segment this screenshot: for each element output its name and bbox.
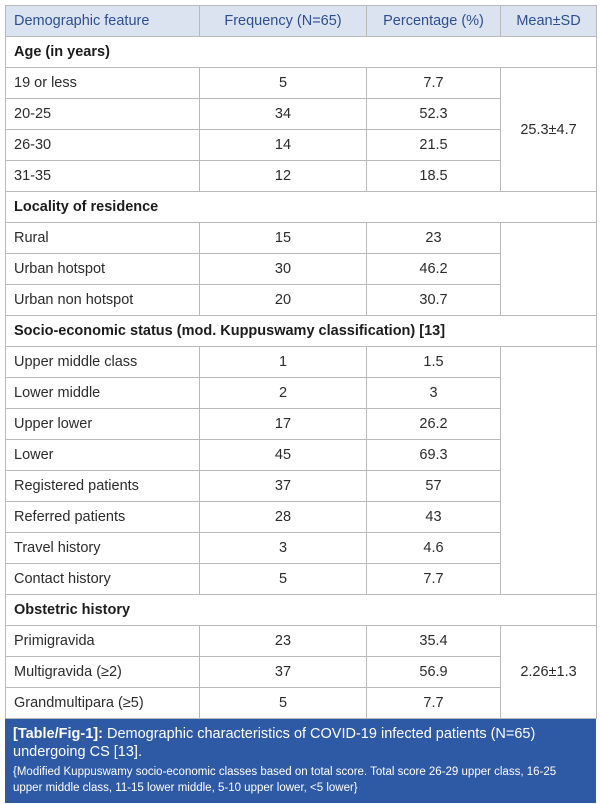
row-label: Travel history [6,533,200,564]
row-frequency: 17 [200,409,367,440]
row-frequency: 5 [200,68,367,99]
header-row [6,6,597,37]
header-frequency: Frequency (N=65) [200,6,367,37]
row-frequency: 30 [200,254,367,285]
caption-text: Demographic characteristics of COVID-19 infected patients (N=65) undergoing CS [13]. [13,726,536,760]
row-label: Multigravida (≥2) [6,657,200,688]
row-percentage: 7.7 [367,688,501,719]
row-percentage: 30.7 [367,285,501,316]
row-frequency: 2 [200,378,367,409]
row-percentage: 7.7 [367,68,501,99]
row-frequency: 23 [200,626,367,657]
row-label: Referred patients [6,502,200,533]
row-frequency: 15 [200,223,367,254]
row-percentage: 43 [367,502,501,533]
row-label: Urban non hotspot [6,285,200,316]
section-title-obstetric: Obstetric history [6,595,597,626]
row-label: Registered patients [6,471,200,502]
row-percentage: 3 [367,378,501,409]
row-percentage: 46.2 [367,254,501,285]
section-row [6,37,597,68]
row-percentage: 4.6 [367,533,501,564]
row-percentage: 26.2 [367,409,501,440]
row-label: Urban hotspot [6,254,200,285]
row-label: Rural [6,223,200,254]
section-title-age: Age (in years) [6,37,597,68]
row-percentage: 52.3 [367,99,501,130]
table-row [6,223,597,254]
demographics-table [5,5,597,719]
header-demographic-feature: Demographic feature [6,6,200,37]
section-title-socio-economic: Socio-economic status (mod. Kuppuswamy classification) [13] [6,316,597,347]
caption-note: {Modified Kuppuswamy socio-economic classes based on total score. Total score 26-29 upper class, 16-25 upper middle class, 11-15 lower middle, 5-10 upper lower, <5 lower} [13,766,557,794]
table-row [6,68,597,99]
row-frequency: 37 [200,471,367,502]
row-percentage: 35.4 [367,626,501,657]
table-row [6,626,597,657]
row-frequency: 37 [200,657,367,688]
mean-sd-age: 25.3±4.7 [501,68,597,192]
section-title-locality: Locality of residence [6,192,597,223]
mean-sd-socio-economic [501,347,597,595]
row-percentage: 18.5 [367,161,501,192]
row-label: Upper middle class [6,347,200,378]
row-frequency: 3 [200,533,367,564]
row-label: Grandmultipara (≥5) [6,688,200,719]
row-percentage: 1.5 [367,347,501,378]
row-frequency: 5 [200,688,367,719]
row-label: Lower middle [6,378,200,409]
header-mean-sd: Mean±SD [501,6,597,37]
row-frequency: 20 [200,285,367,316]
row-frequency: 34 [200,99,367,130]
row-label: 26-30 [6,130,200,161]
section-row [6,316,597,347]
table-caption [5,719,596,803]
table-row [6,347,597,378]
table-figure [5,5,596,803]
row-frequency: 1 [200,347,367,378]
mean-sd-locality [501,223,597,316]
mean-sd-obstetric: 2.26±1.3 [501,626,597,719]
row-percentage: 56.9 [367,657,501,688]
row-frequency: 45 [200,440,367,471]
section-row [6,595,597,626]
caption-label: [Table/Fig-1]: [13,726,103,742]
row-percentage: 7.7 [367,564,501,595]
row-label: Lower [6,440,200,471]
row-label: Upper lower [6,409,200,440]
caption-main [13,725,587,761]
row-label: 19 or less [6,68,200,99]
row-label: Primigravida [6,626,200,657]
section-row [6,192,597,223]
row-percentage: 69.3 [367,440,501,471]
row-percentage: 23 [367,223,501,254]
row-frequency: 14 [200,130,367,161]
header-percentage: Percentage (%) [367,6,501,37]
row-frequency: 12 [200,161,367,192]
row-label: 31-35 [6,161,200,192]
row-frequency: 5 [200,564,367,595]
row-label: 20-25 [6,99,200,130]
row-label: Contact history [6,564,200,595]
row-frequency: 28 [200,502,367,533]
row-percentage: 21.5 [367,130,501,161]
row-percentage: 57 [367,471,501,502]
